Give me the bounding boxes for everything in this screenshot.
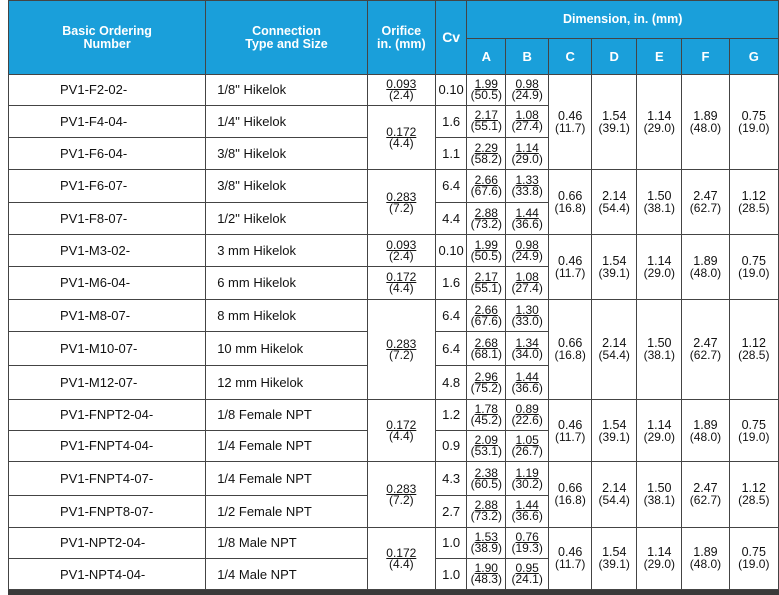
- dim-e: 1.14 (29.0): [637, 235, 682, 299]
- dim-a: 2.29 (58.2): [467, 138, 506, 170]
- cv-value: 1.6: [435, 105, 466, 138]
- header-cv: Cv: [435, 1, 466, 75]
- dim-b: 1.44 (36.6): [506, 495, 549, 527]
- dim-e: 1.50 (38.1): [637, 299, 682, 399]
- dim-b: 1.33 (33.8): [506, 170, 549, 203]
- header-connection: Connection Type and Size: [206, 1, 368, 75]
- dim-g: 0.75 (19.0): [729, 235, 778, 299]
- header-col-c: C: [549, 39, 592, 75]
- dim-g: 1.12 (28.5): [729, 462, 778, 527]
- cv-value: 6.4: [435, 170, 466, 203]
- dim-d: 1.54 (39.1): [592, 527, 637, 589]
- bottom-rule: [8, 590, 779, 595]
- header-part-number: Basic Ordering Number: [9, 1, 206, 75]
- dim-e: 1.50 (38.1): [637, 462, 682, 527]
- connection: 1/2 Female NPT: [206, 495, 368, 527]
- cv-value: 0.10: [435, 75, 466, 106]
- table-row: [9, 235, 779, 267]
- dim-a: 1.99 (50.5): [467, 235, 506, 267]
- connection: 8 mm Hikelok: [206, 299, 368, 332]
- cv-value: 6.4: [435, 299, 466, 332]
- dim-a: 2.38 (60.5): [467, 462, 506, 496]
- dim-b: 1.08 (27.4): [506, 105, 549, 138]
- dim-b: 1.14 (29.0): [506, 138, 549, 170]
- dim-f: 1.89 (48.0): [682, 75, 729, 170]
- header-col-d: D: [592, 39, 637, 75]
- orifice: 0.283 (7.2): [367, 170, 435, 235]
- header-dimension: Dimension, in. (mm): [467, 1, 779, 39]
- part-number: PV1-M10-07-: [9, 332, 206, 366]
- dim-c: 0.46 (11.7): [549, 399, 592, 461]
- part-number: PV1-M12-07-: [9, 366, 206, 400]
- cv-value: 2.7: [435, 495, 466, 527]
- header-col-e: E: [637, 39, 682, 75]
- dim-e: 1.14 (29.0): [637, 527, 682, 589]
- header-col-g: G: [729, 39, 778, 75]
- dim-a: 1.78 (45.2): [467, 399, 506, 430]
- connection: 1/8 Female NPT: [206, 399, 368, 430]
- dim-d: 1.54 (39.1): [592, 235, 637, 299]
- orifice: 0.283 (7.2): [367, 299, 435, 399]
- cv-value: 1.2: [435, 399, 466, 430]
- connection: 1/4 Male NPT: [206, 559, 368, 590]
- connection: 3 mm Hikelok: [206, 235, 368, 267]
- orifice: 0.172 (4.4): [367, 105, 435, 169]
- dim-c: 0.66 (16.8): [549, 170, 592, 235]
- dim-c: 0.46 (11.7): [549, 75, 592, 170]
- dim-a: 2.17 (55.1): [467, 267, 506, 300]
- part-number: PV1-F4-04-: [9, 105, 206, 138]
- part-number: PV1-F8-07-: [9, 202, 206, 235]
- dim-b: 1.44 (36.6): [506, 202, 549, 235]
- cv-value: 0.10: [435, 235, 466, 267]
- table-row: [9, 299, 779, 332]
- dim-c: 0.46 (11.7): [549, 235, 592, 299]
- dim-b: 1.08 (27.4): [506, 267, 549, 300]
- connection: 1/8 Male NPT: [206, 527, 368, 559]
- dim-f: 1.89 (48.0): [682, 399, 729, 461]
- orifice: 0.172 (4.4): [367, 527, 435, 589]
- dim-b: 0.76 (19.3): [506, 527, 549, 559]
- ordering-table: [8, 0, 779, 590]
- cv-value: 1.6: [435, 267, 466, 300]
- part-number: PV1-F6-04-: [9, 138, 206, 170]
- orifice: 0.093 (2.4): [367, 235, 435, 267]
- dim-f: 2.47 (62.7): [682, 462, 729, 527]
- orifice: 0.172 (4.4): [367, 267, 435, 300]
- dim-d: 2.14 (54.4): [592, 170, 637, 235]
- part-number: PV1-M6-04-: [9, 267, 206, 300]
- dim-f: 1.89 (48.0): [682, 527, 729, 589]
- table-row: [9, 170, 779, 203]
- cv-value: 4.8: [435, 366, 466, 400]
- part-number: PV1-FNPT2-04-: [9, 399, 206, 430]
- connection: 1/4 Female NPT: [206, 430, 368, 462]
- cv-value: 1.0: [435, 559, 466, 590]
- header-col-a: A: [467, 39, 506, 75]
- dim-g: 0.75 (19.0): [729, 75, 778, 170]
- part-number: PV1-FNPT8-07-: [9, 495, 206, 527]
- dim-b: 0.98 (24.9): [506, 235, 549, 267]
- connection: 1/4" Hikelok: [206, 105, 368, 138]
- connection: 10 mm Hikelok: [206, 332, 368, 366]
- header-col-b: B: [506, 39, 549, 75]
- table-row: [9, 462, 779, 496]
- connection: 3/8" Hikelok: [206, 170, 368, 203]
- dim-e: 1.14 (29.0): [637, 75, 682, 170]
- dim-b: 0.98 (24.9): [506, 75, 549, 106]
- dim-b: 0.89 (22.6): [506, 399, 549, 430]
- header-col-f: F: [682, 39, 729, 75]
- dim-g: 1.12 (28.5): [729, 299, 778, 399]
- table-row: [9, 75, 779, 106]
- table-row: [9, 399, 779, 430]
- dim-a: 2.09 (53.1): [467, 430, 506, 462]
- dim-a: 1.90 (48.3): [467, 559, 506, 590]
- cv-value: 1.0: [435, 527, 466, 559]
- dim-a: 2.17 (55.1): [467, 105, 506, 138]
- dim-b: 1.19 (30.2): [506, 462, 549, 496]
- dim-f: 1.89 (48.0): [682, 235, 729, 299]
- orifice: 0.172 (4.4): [367, 399, 435, 461]
- orifice: 0.093 (2.4): [367, 75, 435, 106]
- header-orifice: Orifice in. (mm): [367, 1, 435, 75]
- dim-a: 2.96 (75.2): [467, 366, 506, 400]
- part-number: PV1-NPT4-04-: [9, 559, 206, 590]
- dim-d: 2.14 (54.4): [592, 462, 637, 527]
- dim-d: 1.54 (39.1): [592, 75, 637, 170]
- cv-value: 4.3: [435, 462, 466, 496]
- part-number: PV1-NPT2-04-: [9, 527, 206, 559]
- dim-f: 2.47 (62.7): [682, 170, 729, 235]
- cv-value: 0.9: [435, 430, 466, 462]
- part-number: PV1-F2-02-: [9, 75, 206, 106]
- connection: 1/8" Hikelok: [206, 75, 368, 106]
- dim-e: 1.50 (38.1): [637, 170, 682, 235]
- dim-c: 0.66 (16.8): [549, 299, 592, 399]
- dim-b: 1.44 (36.6): [506, 366, 549, 400]
- dim-a: 2.88 (73.2): [467, 495, 506, 527]
- dim-d: 2.14 (54.4): [592, 299, 637, 399]
- connection: 3/8" Hikelok: [206, 138, 368, 170]
- part-number: PV1-M3-02-: [9, 235, 206, 267]
- connection: 12 mm Hikelok: [206, 366, 368, 400]
- part-number: PV1-FNPT4-07-: [9, 462, 206, 496]
- dim-g: 0.75 (19.0): [729, 527, 778, 589]
- connection: 1/4 Female NPT: [206, 462, 368, 496]
- cv-value: 4.4: [435, 202, 466, 235]
- dim-a: 2.66 (67.6): [467, 170, 506, 203]
- connection: 6 mm Hikelok: [206, 267, 368, 300]
- orifice: 0.283 (7.2): [367, 462, 435, 527]
- part-number: PV1-FNPT4-04-: [9, 430, 206, 462]
- table-row: [9, 527, 779, 559]
- cv-value: 1.1: [435, 138, 466, 170]
- dim-a: 2.68 (68.1): [467, 332, 506, 366]
- connection: 1/2" Hikelok: [206, 202, 368, 235]
- left-margin: [0, 0, 8, 590]
- part-number: PV1-M8-07-: [9, 299, 206, 332]
- dim-b: 1.05 (26.7): [506, 430, 549, 462]
- dim-a: 1.99 (50.5): [467, 75, 506, 106]
- dim-b: 1.30 (33.0): [506, 299, 549, 332]
- dim-a: 2.88 (73.2): [467, 202, 506, 235]
- dim-g: 1.12 (28.5): [729, 170, 778, 235]
- dim-b: 1.34 (34.0): [506, 332, 549, 366]
- dim-g: 0.75 (19.0): [729, 399, 778, 461]
- part-number: PV1-F6-07-: [9, 170, 206, 203]
- dim-a: 2.66 (67.6): [467, 299, 506, 332]
- dim-a: 1.53 (38.9): [467, 527, 506, 559]
- dim-e: 1.14 (29.0): [637, 399, 682, 461]
- dim-c: 0.46 (11.7): [549, 527, 592, 589]
- dim-c: 0.66 (16.8): [549, 462, 592, 527]
- dim-b: 0.95 (24.1): [506, 559, 549, 590]
- dim-f: 2.47 (62.7): [682, 299, 729, 399]
- dim-d: 1.54 (39.1): [592, 399, 637, 461]
- cv-value: 6.4: [435, 332, 466, 366]
